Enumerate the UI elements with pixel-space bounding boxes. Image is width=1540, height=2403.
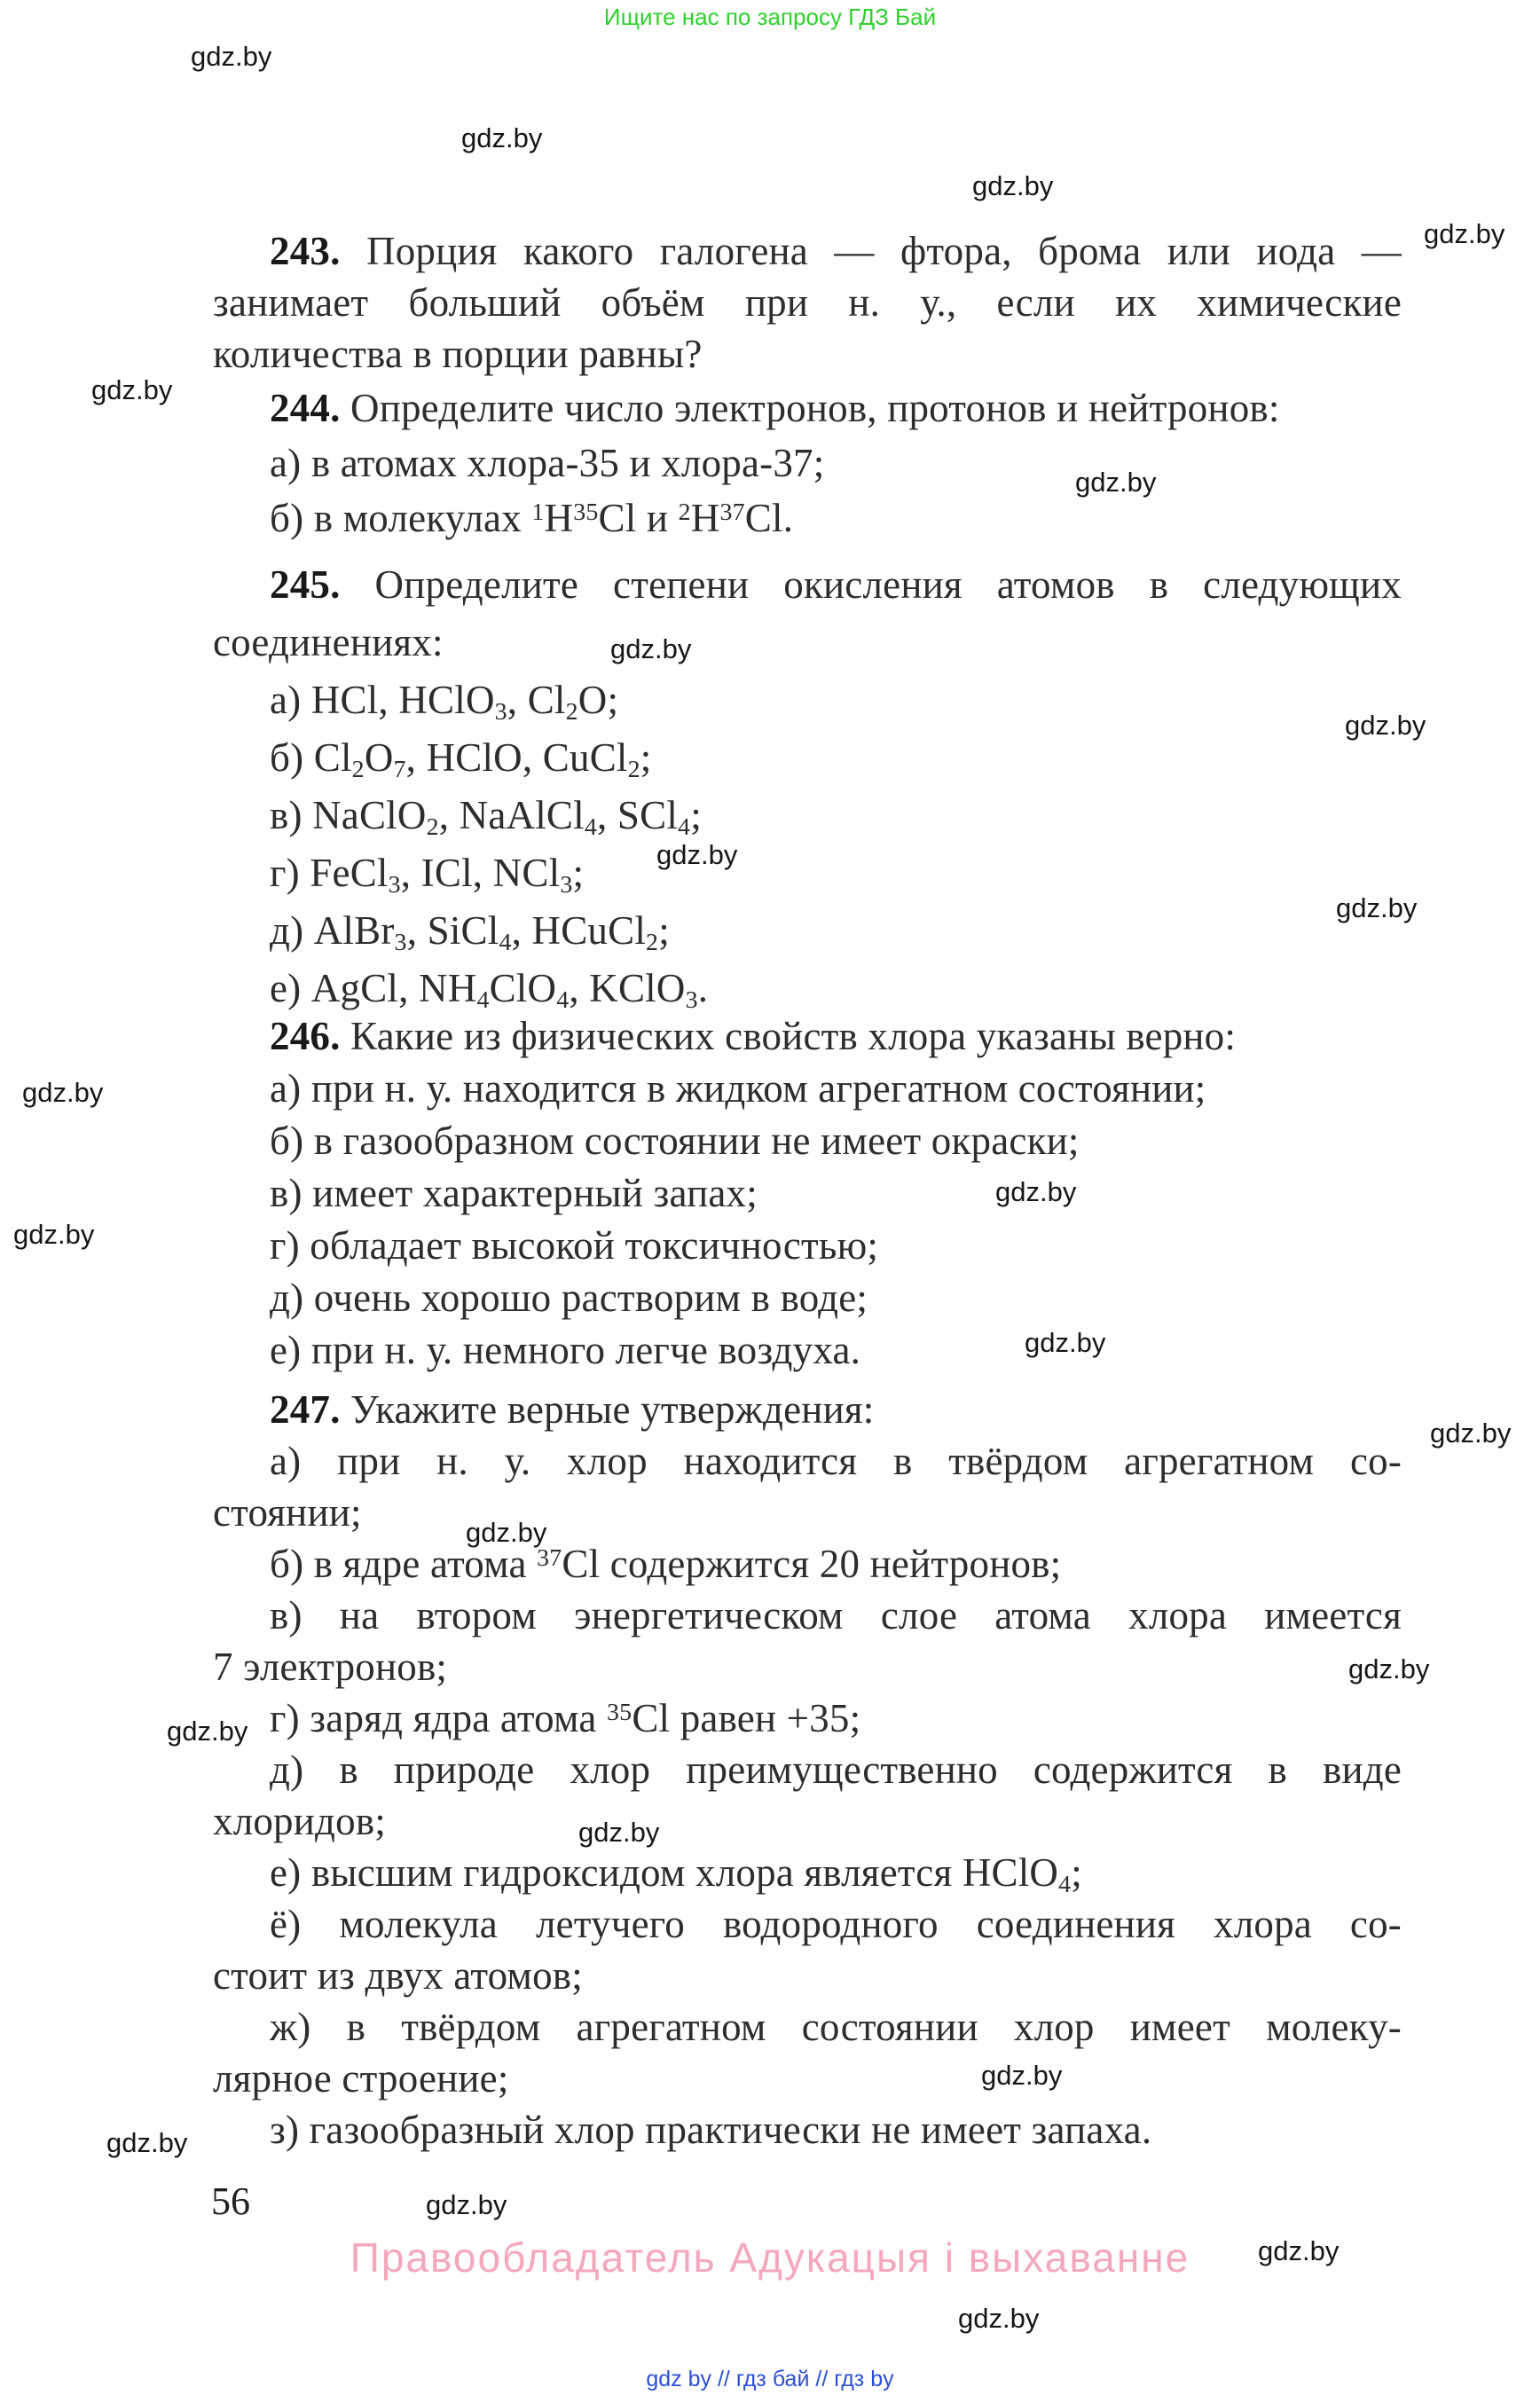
superscript: 37 — [537, 1543, 562, 1572]
gdz-watermark: gdz.by — [106, 2127, 188, 2158]
superscript: 2 — [678, 498, 691, 526]
item-label: г) — [270, 1696, 310, 1740]
problem-intro-line: 246. Какие из физических свойств хлора указаны верно: — [270, 1014, 1237, 1058]
subscript: 3 — [494, 697, 507, 726]
item-line: в) имеет характерный запах; — [270, 1171, 758, 1215]
subscript: 3 — [560, 870, 573, 899]
subscript: 4 — [1058, 1870, 1072, 1898]
copyright-text: Правообладатель Адукацыя і выхаванне — [350, 2234, 1190, 2281]
gdz-watermark: gdz.by — [167, 1716, 248, 1747]
superscript: 35 — [607, 1698, 632, 1726]
item-label: д) — [270, 1276, 314, 1320]
item-label: г) — [270, 851, 310, 895]
gdz-watermark: gdz.by — [1258, 2235, 1340, 2266]
item-line: б) $Cl_2O_7$, HClO, CuCl$_2$; — [270, 735, 652, 783]
item-line: а) HCl, HClO$_3$, $Cl_2O$; — [270, 678, 619, 726]
subscript: 4 — [556, 986, 570, 1014]
subscript: 2 — [646, 928, 659, 956]
gdz-watermark: gdz.by — [461, 122, 543, 153]
gdz-watermark: gdz.by — [981, 2060, 1063, 2091]
gdz-watermark: gdz.by — [656, 839, 738, 870]
continuation-line: занимает больший объём при н. у., если их химические — [213, 280, 1402, 325]
gdz-watermark: gdz.by — [13, 1219, 95, 1250]
item-line: б) в ядре атома $^{37}$Cl содержится 20 нейтронов; — [270, 1542, 1062, 1586]
continuation-line: соединениях: — [213, 620, 444, 664]
item-label: б) — [270, 496, 314, 540]
problem-intro-line: 247. Укажите верные утверждения: — [270, 1387, 875, 1432]
footer-links[interactable]: gdz by // гдз бай // гдз by — [646, 2367, 894, 2391]
gdz-watermark: gdz.by — [958, 2303, 1040, 2334]
item-line: б) в молекулах $^1H^{35}Cl$ и $^2H^{37}Cl$. — [270, 496, 794, 540]
item-label: д) — [270, 908, 314, 953]
item-line: е) высшим гидроксидом хлора является HClO$_4$; — [270, 1850, 1082, 1898]
gdz-watermark: gdz.by — [191, 41, 272, 72]
subscript: 4 — [584, 813, 597, 841]
item-label: е) — [270, 1328, 311, 1372]
subscript: 2 — [426, 813, 439, 841]
item-line: е) AgCl, $NH_4ClO_4$, KClO$_3$. — [270, 966, 709, 1014]
item-label: е) — [270, 966, 311, 1010]
gdz-watermark: gdz.by — [1348, 1653, 1430, 1684]
gdz-watermark: gdz.by — [466, 1517, 547, 1548]
subscript: 2 — [627, 755, 640, 783]
item-label: а) — [270, 678, 311, 722]
item-line: з) газообразный хлор практически не имеет запаха. — [270, 2108, 1152, 2152]
gdz-watermark: gdz.by — [578, 1817, 660, 1848]
item-line: ж) в твёрдом агрегатном состоянии хлор имеет молеку- — [270, 2005, 1402, 2049]
page-number: 56 — [211, 2179, 250, 2223]
gdz-watermark: gdz.by — [1345, 710, 1426, 741]
problem-intro-line: 244. Определите число электронов, протонов и нейтронов: — [270, 386, 1280, 430]
continuation-line: стоит из двух атомов; — [213, 1953, 583, 1998]
problem-number: 247. — [270, 1387, 350, 1432]
item-label: б) — [270, 735, 314, 780]
item-line: д) в природе хлор преимущественно содержится в виде — [270, 1747, 1402, 1792]
subscript: 3 — [394, 928, 407, 956]
gdz-watermark: gdz.by — [22, 1077, 104, 1108]
item-label: д) — [270, 1747, 340, 1792]
gdz-watermark: gdz.by — [1430, 1417, 1512, 1449]
continuation-line: лярное строение; — [213, 2056, 509, 2101]
item-label: е) — [270, 1850, 311, 1895]
item-label: ж) — [270, 2005, 347, 2049]
gdz-watermark: gdz.by — [426, 2189, 507, 2220]
problem-intro-line: 243. Порция какого галогена — фтора, брома или иода — — [270, 229, 1402, 273]
gdz-watermark: gdz.by — [610, 633, 692, 664]
item-label: а) — [270, 1439, 338, 1483]
problem-246 — [213, 1010, 1402, 1377]
continuation-line: количества в порции равны? — [213, 332, 703, 376]
item-line: б) в газообразном состоянии не имеет окраски; — [270, 1119, 1080, 1163]
gdz-watermark: gdz.by — [1025, 1327, 1106, 1358]
item-label: з) — [270, 2108, 310, 2152]
continuation-line: стоянии; — [213, 1490, 362, 1535]
item-line: а) при н. у. хлор находится в твёрдом агрегатном со- — [270, 1439, 1402, 1483]
item-line: ё) молекула летучего водородного соединения хлора со- — [270, 1902, 1402, 1946]
item-line: а) при н. у. находится в жидком агрегатном состоянии; — [270, 1066, 1206, 1111]
item-line: в) NaClO$_2$, NaAlCl$_4$, SCl$_4$; — [270, 793, 702, 841]
gdz-watermark: gdz.by — [1336, 892, 1418, 923]
item-line: г) обладает высокой токсичностью; — [270, 1223, 879, 1268]
subscript: 3 — [685, 986, 698, 1014]
subscript: 3 — [388, 870, 401, 899]
subscript: 7 — [393, 755, 406, 783]
item-label: в) — [270, 1171, 313, 1215]
continuation-line: хлоридов; — [213, 1799, 386, 1843]
subscript: 2 — [351, 755, 365, 783]
item-line: г) заряд ядра атома $^{35}$Cl равен +35; — [270, 1696, 861, 1740]
item-line: е) при н. у. немного легче воздуха. — [270, 1328, 861, 1372]
gdz-watermark: gdz.by — [972, 170, 1054, 201]
promo-banner: Ищите нас по запросу ГДЗ Бай — [603, 4, 937, 30]
problem-number: 244. — [270, 386, 350, 430]
problem-number: 246. — [270, 1014, 350, 1058]
item-line: а) в атомах хлора-35 и хлора-37; — [270, 441, 825, 485]
gdz-watermark: gdz.by — [995, 1176, 1077, 1207]
item-label: б) — [270, 1542, 314, 1586]
gdz-watermark: gdz.by — [91, 374, 173, 405]
item-line: г) FeCl$_3$, ICl, NCl$_3$; — [270, 851, 585, 899]
problem-number: 245. — [270, 562, 375, 607]
problem-245 — [213, 556, 1402, 1017]
item-label: а) — [270, 441, 311, 485]
superscript: 37 — [719, 498, 745, 526]
item-label: г) — [270, 1223, 310, 1268]
item-label: в) — [270, 793, 313, 837]
gdz-watermark: gdz.by — [1424, 218, 1505, 249]
problem-247 — [213, 1384, 1402, 2156]
item-label: в) — [270, 1593, 340, 1637]
item-line: в) на втором энергетическом слое атома хлора имеется — [270, 1593, 1402, 1637]
problem-intro-line: 245. Определите степени окисления атомов в следующих — [270, 562, 1402, 607]
continuation-line: 7 электронов; — [213, 1645, 448, 1689]
subscript: 4 — [499, 928, 512, 956]
superscript: 1 — [531, 498, 545, 526]
problem-number: 243. — [270, 229, 366, 273]
item-label: б) — [270, 1119, 314, 1163]
subscript: 4 — [476, 986, 490, 1014]
problem-243 — [213, 225, 1402, 380]
subscript: 4 — [678, 813, 691, 841]
subscript: 2 — [565, 697, 578, 726]
item-line: д) AlBr$_3$, SiCl$_4$, HCuCl$_2$; — [270, 908, 670, 956]
item-label: а) — [270, 1066, 311, 1111]
superscript: 35 — [573, 498, 599, 526]
gdz-watermark: gdz.by — [1075, 467, 1157, 498]
item-label: ё) — [270, 1902, 340, 1946]
problem-244 — [213, 381, 1402, 546]
item-line: д) очень хорошо растворим в воде; — [270, 1276, 868, 1320]
